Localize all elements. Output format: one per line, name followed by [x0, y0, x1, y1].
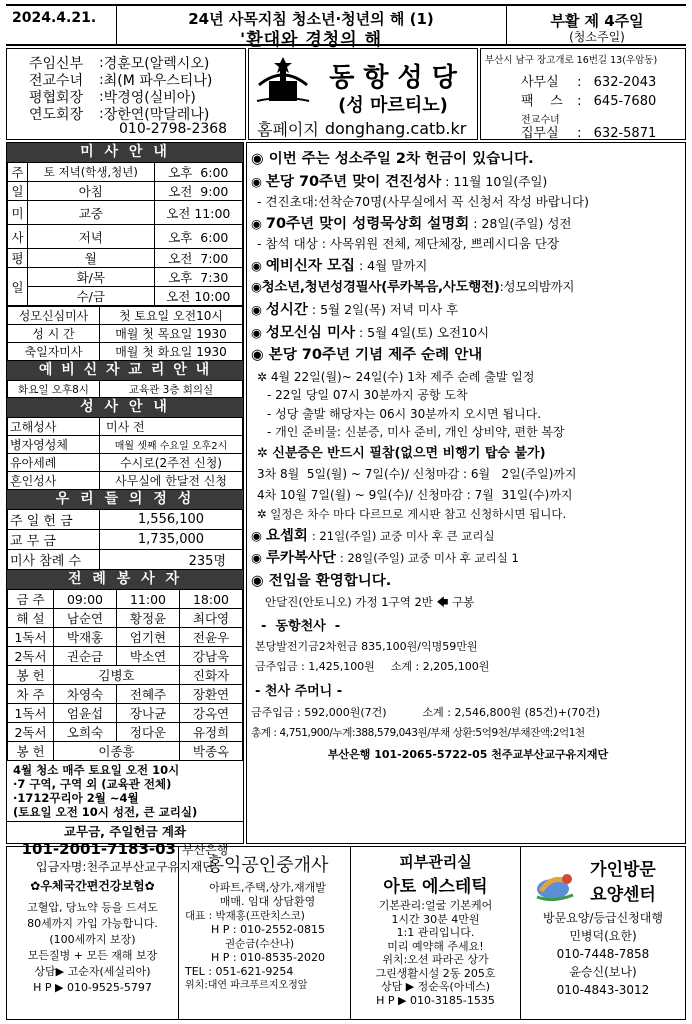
notice-item: ◉ 요셉회 : 21일(주일) 교중 미사 후 큰 교리실 [251, 527, 495, 544]
offering-name: 주 일 헌 금 [8, 510, 100, 530]
mass-time: 오전 9:00 [154, 182, 242, 201]
staff-phone: 010-2798-2368 [119, 121, 228, 137]
fax-number: 645-7680 [593, 94, 657, 109]
ad-line: H P ▶ 010-9525-5797 [33, 981, 152, 994]
server-cell: 전혜주 [117, 685, 180, 704]
offering-value: 235명 [100, 550, 243, 570]
sacrament-title: 성 사 안 내 [7, 398, 243, 417]
fax-label: 팩 스 [521, 94, 563, 109]
ad-line: 윤승신(보나) [569, 965, 637, 979]
notice-sub: 안달진(안토니오) 가정 1구역 2반 🡄 구봉 [265, 595, 475, 609]
catechumen-table [7, 380, 243, 398]
ad-line: 미리 예약해 주세요! [387, 939, 484, 953]
server-cell: 유정희 [180, 723, 243, 742]
day-char: 주 [8, 163, 28, 182]
sacrament-name: 혼인성사 [8, 472, 100, 490]
server-cell: 18:00 [180, 590, 243, 609]
notice-detail: : 21일(주일) 교중 미사 후 큰 교리실 [311, 528, 495, 543]
server-cell: 1독서 [8, 628, 54, 647]
ad-line: 상담▶ 고순자(세실리아) [34, 965, 151, 978]
account-title: 교무금, 주일헌금 계좌 [63, 824, 187, 839]
notice-text: 이번 주는 성소주일 2차 헌금이 있습니다. [268, 151, 534, 167]
notice-item: ◉ 본당 70주년 맞이 견진성사 : 11월 10일(주일) [251, 173, 548, 190]
server-cell: 금 주 [8, 590, 54, 609]
ad-line: 매매. 임대 상담환영 [219, 895, 316, 908]
mass-name: 월 [28, 249, 155, 268]
ad-line: 1시간 30분 4만원 [391, 912, 480, 926]
server-cell: 11:00 [117, 590, 180, 609]
server-cell: 장환연 [180, 685, 243, 704]
address: 부산시 남구 장고개로 16번길 13(우암동) [485, 55, 658, 66]
ads-row [6, 846, 686, 1020]
mass-name: 수/금 [28, 287, 155, 306]
notice-title: 본당 70주년 기념 제주 순례 안내 [268, 347, 483, 364]
nun-label: 집무실 [521, 126, 559, 141]
server-cell: 박종옥 [180, 742, 243, 761]
fax: 팩 스 : 645-7680 [521, 90, 656, 109]
offering-table [7, 509, 243, 570]
notice-item: ◉ 전입을 환영합니다. [251, 573, 392, 590]
ad-line: 위치:대연 파크푸르지오정앞 [185, 980, 308, 991]
notice-sub: - 참석 대상 : 사목위원 전체, 제단체장, 쁘레시디움 단장 [257, 237, 560, 252]
notice-item: ◉ 예비신자 모집 : 4월 말까지 [251, 257, 428, 274]
server-cell: 전윤우 [180, 628, 243, 647]
notice-detail: : 5월 4일(토) 오전10시 [358, 324, 490, 340]
offering-name: 미사 참례 수 [8, 550, 100, 570]
server-cell: 강남욱 [180, 647, 243, 666]
ad-line: 1:1 관리입니다. [396, 926, 475, 939]
detail-line: ✲ 4월 22일(월)~ 24일(수) 1차 제주 순례 출발 일정 [257, 369, 535, 384]
homepage-link[interactable]: donghang.catb.kr [324, 119, 467, 138]
liturgical-sunday-sub: (청소주일) [569, 30, 625, 44]
office-phone: 사무실 : 632-2043 [521, 71, 656, 90]
detail-line: - 22일 당일 07시 30분까지 공항 도착 [267, 388, 468, 403]
staff-name: 최(M 파우스티나) [103, 73, 213, 89]
mass-time: 오후 6:00 [154, 225, 242, 249]
server-cell: 1독서 [8, 704, 54, 723]
special-name: 성모신심미사 [8, 307, 100, 325]
staff-role: 주임신부 [29, 56, 84, 72]
ad-title: 홍익공인중개사 [206, 855, 329, 876]
sacrament-name: 병자영성체 [8, 436, 100, 454]
pocket-total: 총계 : 4,751,900/누계:388,579,043원/부채 상환:5억9천/부채잔액:2억1천 [251, 726, 585, 739]
ad-line: 기본관리:얼굴 기본케어 [378, 899, 493, 912]
pastoral-motto: 24년 사목지침 청소년·청년의 해 (1) [188, 10, 434, 28]
id-warning: ✲ 신분증은 반드시 필참(없으면 비행기 탑승 불가) [257, 445, 546, 461]
notice-detail: : 4월 말까지 [358, 257, 428, 273]
mass-time: 오후 7:30 [154, 268, 242, 287]
pilgrimage-details [257, 370, 685, 522]
staff-name: 박경영(실비아) [103, 90, 196, 106]
notice-item: ◉청소년,청년성경필사(루카복음,사도행전):성모의밤까지 [251, 280, 575, 296]
nun-label-1: 전교수녀 [521, 115, 560, 126]
server-cell: 진화자 [180, 666, 243, 685]
catechumen-title: 예 비 신 자 교 리 안 내 [7, 361, 243, 380]
pocket-subtotal: 소계 : 2,546,800원 (85건)+(70건) [422, 705, 601, 719]
homepage[interactable] [257, 117, 466, 140]
ad-title-2: 아토 에스테틱 [383, 877, 488, 897]
note-line: (토요일 오전 10시 성전, 큰 교리실) [13, 805, 198, 819]
server-cell: 박소연 [117, 647, 180, 666]
notice-detail: : 5월 2일(목) 저녁 미사 후 [311, 301, 459, 317]
sacrament-info: 미사 전 [100, 418, 243, 436]
server-cell: 09:00 [54, 590, 117, 609]
server-cell: 엄기현 [117, 628, 180, 647]
offering-title: 우 리 들 의 정 성 [7, 490, 243, 509]
pocket-weekly: 금주입금 : 592,000원(7건) [251, 705, 387, 719]
server-cell: 권순금 [54, 647, 117, 666]
server-cell: 강옥연 [180, 704, 243, 723]
church-logo-icon [255, 55, 311, 107]
note-line: ·1712꾸리아 2월 ~4월 [13, 791, 139, 805]
sacrament-name: 유아세례 [8, 454, 100, 472]
notice-item: ◉ 이번 주는 성소주일 2차 헌금이 있습니다. [251, 151, 534, 167]
server-cell: 2독서 [8, 647, 54, 666]
angel-subtotal: 소계 : 2,205,100원 [390, 659, 490, 673]
servers-title: 전 례 봉 사 자 [7, 570, 243, 589]
nun-phone: 집무실 : 632-5871 [521, 122, 656, 141]
ad-line: 위치:오션 파라곤 상가 [382, 953, 489, 966]
mass-name: 아침 [28, 182, 155, 201]
staff-role: 전교수녀 [29, 73, 84, 89]
top-header [6, 4, 686, 50]
ad-line: 권순금(수산나) [225, 938, 295, 950]
note-line: ·7 구역, 구역 외 (교육관 전체) [13, 777, 172, 791]
ad-line: H P : 010-8535-2020 [211, 951, 326, 964]
detail-line: - 성당 출발 해당자는 06시 30분까지 오시면 됩니다. [267, 406, 542, 421]
parish-saint: (성 마르티노) [338, 95, 448, 116]
server-cell: 봉 헌 [8, 666, 54, 685]
notice-title: 예비신자 모집 [265, 257, 355, 274]
cleaning-notes [7, 761, 243, 822]
special-name: 성 시 간 [8, 325, 100, 343]
care-logo-icon [533, 869, 577, 903]
pocket-line [251, 704, 685, 720]
ad-title-2: 요양센터 [590, 885, 656, 905]
staff-role: 연도회장 [29, 107, 84, 123]
mass-name: 토 저녁(학생,청년) [28, 163, 155, 182]
sacrament-info: 매월 셋째 수요일 오후2시 [100, 436, 243, 454]
notice-item: ◉ 루카복사단 : 28일(주일) 교중 미사 후 교리실 1 [251, 550, 519, 567]
ad-skincare [351, 847, 521, 1019]
offering-value: 1,556,100 [100, 510, 243, 530]
detail-line: 4차 10월 7일(월) ~ 9일(수)/ 신청마감 : 7월 31일(수)까지 [257, 487, 573, 502]
ad-title: 피부관리실 [399, 853, 472, 871]
day-char: 일 [8, 268, 28, 306]
notice-title: 루카복사단 [265, 550, 336, 567]
account-holder: 입금자명:천주교부산교구유지재단 [36, 860, 214, 874]
office-label: 사무실 [521, 75, 559, 90]
liturgical-sunday: 부활 제 4주일 [550, 12, 644, 30]
ad-title: ✿우체국간편건강보험✿ [30, 879, 155, 893]
angel-title: - 동항천사 - [261, 618, 341, 634]
mass-title: 미 사 안 내 [7, 143, 243, 162]
server-cell: 봉 헌 [8, 742, 54, 761]
day-char: 평 [8, 249, 28, 268]
day-char: 미 [8, 201, 28, 225]
parish-box [248, 48, 478, 140]
server-cell: 최다영 [180, 609, 243, 628]
staff-name: 장한연(막달레나) [103, 107, 210, 123]
mass-time: 오전 11:00 [154, 201, 242, 225]
server-cell: 2독서 [8, 723, 54, 742]
catechumen-day: 화요일 오후8시 [8, 381, 100, 398]
ad-line: 방문요양/등급신청대행 [543, 911, 663, 925]
notice-title: 요셉회 [265, 527, 308, 544]
notice-item: ◉ 성시간 : 5월 2일(목) 저녁 미사 후 [251, 301, 459, 318]
ad-realestate [179, 847, 351, 1019]
day-char: 사 [8, 225, 28, 249]
notice-item: ◉ 성모신심 미사 : 5월 4일(토) 오전10시 [251, 324, 490, 341]
special-time: 매월 첫 목요일 1930 [100, 325, 243, 343]
notice-item: ◉ 70주년 맞이 성령묵상회 설명회 : 28일(주일) 성전 [251, 215, 572, 232]
server-cell: 해 설 [8, 609, 54, 628]
day-char: 일 [8, 182, 28, 201]
ad-line: 80세까지 가입 가능합니다. [27, 917, 158, 930]
notice-title: 본당 70주년 맞이 견진성사 [265, 173, 442, 190]
mass-time: 오전 7:00 [154, 249, 242, 268]
notice-item: ◉ 본당 70주년 기념 제주 순례 안내 [251, 347, 483, 364]
ad-line: (100세까지 보장) [49, 933, 136, 946]
detail-line: 3차 8월 5일(월) ~ 7일(수)/ 신청마감 : 6월 2일(주일)까지 [257, 467, 577, 482]
account-bank: 부산은행 [181, 842, 229, 857]
staff-name: 경훈모(알렉시오) [103, 56, 210, 72]
pocket-title: - 천사 주머니 - [255, 683, 343, 699]
sacrament-table [7, 417, 243, 490]
catechumen-place: 교육관 3층 회의실 [100, 381, 243, 398]
server-cell: 차 주 [8, 685, 54, 704]
ad-line: TEL : 051-621-9254 [185, 965, 294, 978]
notice-title: 성시간 [265, 301, 308, 318]
mass-name: 교중 [28, 201, 155, 225]
note-line: 4월 청소 매주 토요일 오전 10시 [13, 763, 180, 777]
ad-line: 그린생활시설 2동 205호 [375, 966, 496, 980]
ad-line: H P : 010-2552-0815 [211, 923, 326, 936]
sacrament-name: 고해성사 [8, 418, 100, 436]
ad-insurance [7, 847, 179, 1019]
nun-number: 632-5871 [593, 126, 657, 141]
ad-line: 010-4843-3012 [556, 983, 650, 997]
issue-date: 2024.4.21. [12, 10, 97, 26]
server-cell: 박재홍 [54, 628, 117, 647]
ad-line: H P ▶ 010-3185-1535 [376, 993, 495, 1007]
ad-line: 아파트,주택,상가,재개발 [209, 881, 326, 894]
sacrament-info: 수시로(2주전 신청) [100, 454, 243, 472]
special-mass-table [7, 306, 243, 361]
server-cell: 장나균 [117, 704, 180, 723]
notice-title: 전입을 환영합니다. [268, 573, 392, 590]
ad-line: 010-7448-7858 [556, 947, 650, 961]
server-cell: 이종흥 [54, 742, 180, 761]
detail-line: ✲ 일정은 차수 마다 다르므로 게시판 참고 신청하시면 됩니다. [257, 506, 567, 521]
notice-title: 성모신심 미사 [265, 324, 355, 341]
staff-row: 연도회장 : 장한연(막달레나) [29, 106, 210, 123]
special-time: 매월 첫 화요일 1930 [100, 343, 243, 361]
ad-line: 상담 ▶ 정순옥(아네스) [380, 980, 491, 993]
server-cell: 남순연 [54, 609, 117, 628]
servers-table [7, 589, 243, 761]
notice-title: 청소년,청년성경필사(루카복음,사도행전) [261, 280, 500, 296]
offering-name: 교 무 금 [8, 530, 100, 550]
server-cell: 오희숙 [54, 723, 117, 742]
notice-detail: : 28일(주일) 교중 미사 후 교리실 1 [339, 551, 519, 566]
angel-line: 본당발전기금2차헌금 835,100원/익명59만원 [255, 639, 478, 653]
ad-line: 모든질병 + 모든 재해 보장 [27, 949, 158, 962]
notice-title: 70주년 맞이 성령묵상회 설명회 [265, 215, 470, 232]
left-column [6, 142, 244, 874]
homepage-label: 홈페이지 [257, 120, 319, 139]
angel-line [255, 658, 685, 674]
pastoral-motto-2: '환대와 경청의 해 [240, 30, 382, 50]
ad-line: 민병덕(요한) [569, 929, 637, 943]
office-number: 632-2043 [593, 75, 657, 90]
notice-sub: - 견진초대:선착순70명(사무실에서 꼭 신청서 작성 바랍니다) [257, 195, 589, 210]
special-name: 축일자미사 [8, 343, 100, 361]
notice-detail: :성모의밤까지 [499, 280, 575, 295]
mass-name: 저녁 [28, 225, 155, 249]
notice-detail: : 11월 10일(주일) [445, 173, 548, 189]
staff-box [6, 48, 246, 140]
server-cell: 차영숙 [54, 685, 117, 704]
account-number: 101-2001-7183-03 [21, 840, 176, 858]
server-cell: 김병호 [54, 666, 180, 685]
sacrament-info: 사무실에 한달전 신청 [100, 472, 243, 490]
ad-line: 고혈압, 당뇨약 등을 드셔도 [27, 901, 158, 914]
ad-line: 대표 : 박재홍(프란치스코) [185, 910, 305, 922]
staff-row: 평협회장 : 박경영(실비아) [29, 89, 196, 106]
server-cell: 황정윤 [117, 609, 180, 628]
detail-line: - 개인 준비물: 신분증, 미사 준비, 개인 상비약, 편한 복장 [267, 425, 565, 440]
ad-care-center [521, 847, 685, 1019]
staff-role: 평협회장 [29, 90, 84, 106]
notices-column [246, 142, 686, 844]
offering-value: 1,735,000 [100, 530, 243, 550]
staff-row: 전교수녀 : 최(M 파우스티나) [29, 72, 213, 89]
mass-time: 오전 10:00 [154, 287, 242, 306]
notice-detail: : 28일(주일) 성전 [473, 215, 572, 231]
server-cell: 엄윤섭 [54, 704, 117, 723]
parish-name: 동 항 성 당 [329, 63, 457, 93]
special-time: 첫 토요일 오전10시 [100, 307, 243, 325]
staff-row: 주임신부 : 경훈모(알렉시오) [29, 55, 210, 72]
mass-table [7, 162, 243, 306]
mass-name: 화/목 [28, 268, 155, 287]
mass-time: 오후 6:00 [154, 163, 242, 182]
pocket-account: 부산은행 101-2065-5722-05 천주교부산교구유지재단 [327, 747, 609, 761]
angel-weekly: 금주입금 : 1,425,100원 [255, 659, 375, 673]
contact-box [480, 48, 686, 140]
server-cell: 정다운 [117, 723, 180, 742]
ad-title: 가인방문 [590, 860, 656, 880]
